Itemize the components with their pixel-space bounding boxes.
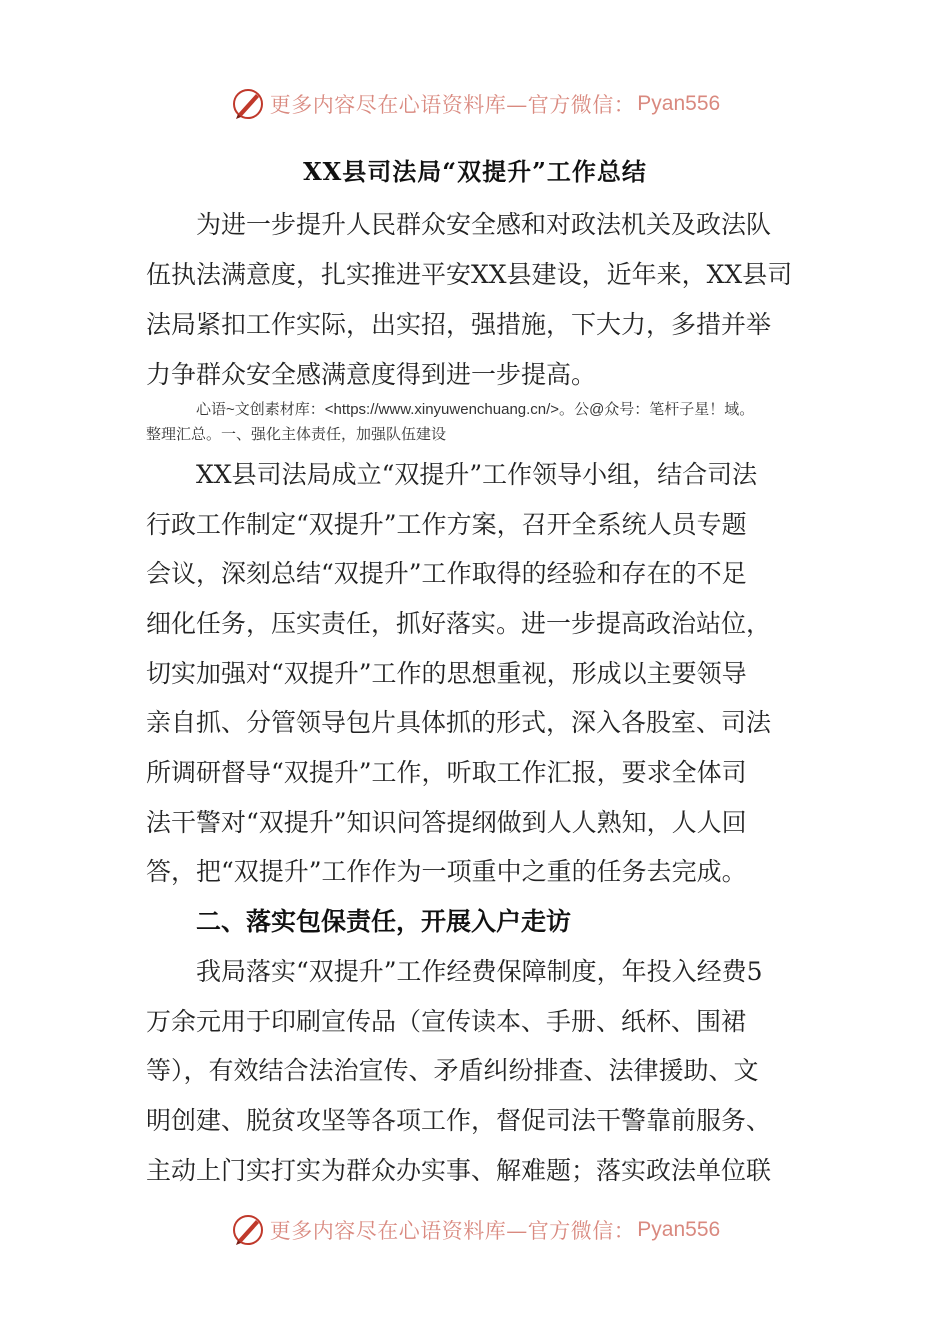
source-note-line: 整理汇总。一、强化主体责任，加强队伍建设 [146,426,447,443]
banner-text: 更多内容尽在心语资料库—官方微信： [269,93,636,117]
source-note-line: 心语~文创素材库：<https://www.xinyuwenchuang.cn/>。公@众号：笔杆子星！域。 [196,401,755,418]
para3-line: 万余元用于印刷宣传品（宣传读本、手册、纸杯、围裙 [146,1007,747,1036]
para1-line: 为进一步提升人民群众安全感和对政法机关及政法队 [196,210,772,239]
banner-wechat-id: Pyan556 [637,92,721,115]
para3-line: 等），有效结合法治宣传、矛盾纠纷排查、法律援助、文 [146,1056,759,1085]
banner-wechat-id: Pyan556 [637,1218,721,1241]
para2-line: 行政工作制定“双提升”工作方案，召开全系统人员专题 [146,510,747,539]
para2-line: 法干警对“双提升”知识问答提纲做到人人熟知，人人回 [146,808,747,837]
pen-logo-icon [230,1212,266,1248]
para2-line: 会议，深刻总结“双提升”工作取得的经验和存在的不足 [146,559,747,588]
para3-line: 主动上门实打实为群众办实事、解难题；落实政法单位联 [146,1156,772,1185]
para2-line: XX县司法局成立“双提升”工作领导小组，结合司法 [196,460,758,489]
para2-line: 所调研督导“双提升”工作，听取工作汇报，要求全体司 [146,758,747,787]
para2-line: 答，把“双提升”工作作为一项重中之重的任务去完成。 [146,857,747,886]
para1-line: 力争群众安全感满意度得到进一步提高。 [146,360,597,389]
footer-watermark-banner [0,1210,950,1250]
para3-line: 明创建、脱贫攻坚等各项工作，督促司法干警靠前服务、 [146,1106,772,1135]
header-watermark-banner [0,84,950,124]
para2-line: 切实加强对“双提升”工作的思想重视，形成以主要领导 [146,659,747,688]
para1-line: 法局紧扣工作实际，出实招，强措施，下大力，多措并举 [146,310,772,339]
para1-line: 伍执法满意度，扎实推进平安XX县建设，近年来，XX县司 [146,260,793,289]
banner-text: 更多内容尽在心语资料库—官方微信： [269,1219,636,1243]
document-title: XX县司法局“双提升”工作总结 [303,157,647,186]
section-heading-2: 二、落实包保责任，开展入户走访 [196,907,572,936]
para3-line: 我局落实“双提升”工作经费保障制度，年投入经费5 [196,957,763,986]
pen-logo-icon [230,86,266,122]
para2-line: 亲自抓、分管领导包片具体抓的形式，深入各股室、司法 [146,708,772,737]
para2-line: 细化任务，压实责任，抓好落实。进一步提高政治站位， [146,609,772,638]
